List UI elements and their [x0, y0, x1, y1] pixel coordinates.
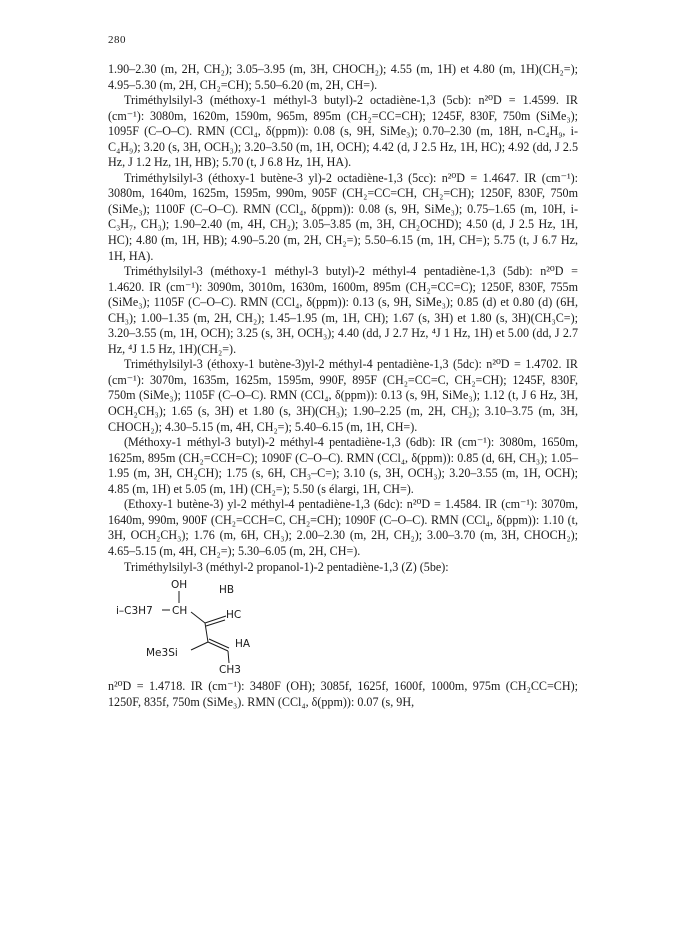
article-body	[108, 62, 578, 710]
label-hc: HC	[226, 609, 242, 622]
page-number: 280	[108, 34, 126, 46]
label-hb: HB	[219, 584, 235, 597]
bond-ch-c2	[191, 612, 205, 623]
paragraph-5be-title: Triméthylsilyl-3 (méthyl-2 propanol-1)-2 pentadiène-1,3 (Z) (5be):	[124, 559, 449, 574]
bond-c3-si	[191, 642, 208, 650]
bond-c2-c1b	[206, 620, 225, 626]
paragraph-continuation: 1.90–2.30 (m, 2H, CH₂); 3.05–3.95 (m, 3H, CHOCH₂); 4.55 (m, 1H) et 4.80 (m, 1H)(CH₂=); 4.95–5.30 (m, 2H, CH₂=CH); 5.50–6.20 (m, 2H, CH=).	[108, 62, 578, 92]
bond-c4-ch3	[228, 651, 229, 663]
label-ch: CH	[172, 605, 188, 618]
paragraph-5db: Triméthylsilyl-3 (méthoxy-1 méthyl-3 butyl)-2 méthyl-4 pentadiène-1,3 (5db): n²⁰D = 1.4620. IR (cm⁻¹): 3090m, 3010m, 1630m, 1600m, 895m (CH₂=CC=C); 1250F, 830F, 755m (SiMe₃); 1105F (C–O–C). RMN (CCl₄, δ(ppm)): 0.13 (s, 9H, SiMe₃); 0.85 (d) et 0.80 (d) (6H, CH₃); 1.00–1.35 (m, 2H, CH₂); 1.45–1.95 (m, 1H, CH); 1.67 (s, 3H) et 1.80 (s, 3H)(CH₃C=); 3.20–3.55 (m, 1H, OCH); 3.25 (s, 3H, OCH₃); 4.40 (dd, J 2.7 Hz, ⁴J 1 Hz, 1H) et 5.00 (dd, J 2.7 Hz, ⁴J 1.5 Hz, 1H)(CH₂=).	[108, 264, 578, 356]
label-isopropyl: i–C3H7	[116, 605, 153, 618]
label-ha: HA	[235, 638, 251, 651]
paragraph-5cb: Triméthylsilyl-3 (méthoxy-1 méthyl-3 butyl)-2 octadiène-1,3 (5cb): n²⁰D = 1.4599. IR (cm⁻¹): 3080m, 1620m, 1590m, 965m, 895m (CH₂=CC=CH); 1245F, 830F, 750m (SiMe₃); 1095F (C–O–C). RMN (CCl₄, δ(ppm)): 0.08 (s, 9H, SiMe₃); 0.70–2.30 (m, 18H, n-C₄H₉, i-C₄H₉); 3.20 (s, 3H, OCH₃); 3.20–3.50 (m, 1H, OCH); 4.42 (d, J 2.5 Hz, 1H, HC); 4.92 (dd, J 2.5 Hz, J 1.2 Hz, 1H, HB); 5.70 (t, J 6.8 Hz, 1H, HA).	[108, 93, 578, 170]
paragraph-5be-data: n²⁰D = 1.4718. IR (cm⁻¹): 3480F (OH); 3085f, 1625f, 1600f, 1000m, 975m (CH₂CC=CH); 1250F, 835f, 750m (SiMe₃). RMN (CCl₄, δ(ppm)): 0.07 (s, 9H,	[108, 679, 578, 709]
paragraph-5cc: Triméthylsilyl-3 (éthoxy-1 butène-3 yl)-2 octadiène-1,3 (5cc): n²⁰D = 1.4647. IR (cm⁻¹): 3080m, 1640m, 1625m, 1595m, 990m, 905F (CH₂=CC=CH, CH₂=CH); 1250F, 830F, 750m (SiMe₃); 1100F (C–O–C). RMN (CCl₄, δ(ppm)): 0.08 (s, 9H, SiMe₃); 0.75–1.65 (m, 10H, i-C₃H₇, CH₃); 1.90–2.40 (m, 4H, CH₂); 3.05–3.85 (m, 3H, CH₂OCHD); 4.50 (d, J 2.5 Hz, 1H, HC); 4.80 (m, 1H, HB); 4.90–5.20 (m, 2H, CH₂=); 5.50–6.15 (m, 1H, CH=); 5.75 (t, J 6.7 Hz, 1H, HA).	[108, 170, 578, 263]
label-oh: OH	[171, 579, 188, 592]
paragraph-6db: (Méthoxy-1 méthyl-3 butyl)-2 méthyl-4 pentadiène-1,3 (6db): IR (cm⁻¹): 3080m, 1650m, 1625m, 895m (CH₂=CCH=C); 1090F (C–O–C). RMN (CCl₄, δ(ppm)): 0.85 (d, 6H, CH₃); 1.05–1.95 (m, 3H, CH₂CH); 1.75 (s, 6H, CH₃–C=); 3.10 (s, 3H, OCH₃); 3.20–3.55 (m, 1H, OCH); 4.85 (m, 1H) et 5.05 (m, 1H) (CH₂=); 5.50 (s élargi, 1H, CH=).	[108, 435, 578, 496]
label-me3si: Me3Si	[146, 647, 178, 660]
paragraph-5dc: Triméthylsilyl-3 (éthoxy-1 butène-3)yl-2 méthyl-4 pentadiène-1,3 (5dc): n²⁰D = 1.4702. IR (cm⁻¹): 3070m, 1635m, 1625m, 1595m, 990F, 895F (CH₂=CC=C, CH₂=CH); 1245F, 830F, 750m (SiMe₃); 1105F (C–O–C). RMN (CCl₄, δ(ppm)): 0.13 (s, 9H, SiMe₃); 1.12 (t, J 6 Hz, 3H, OCH₂CH₃); 1.65 (s, 3H) et 1.80 (s, 3H)(CH₃); 1.90–2.25 (m, 2H, CH₂); 3.10–3.75 (m, 3H, CHOCH₂); 4.30–5.15 (m, 4H, CH₂=); 5.40–6.15 (m, 1H, CH=).	[108, 357, 578, 434]
structure-drawing	[108, 578, 578, 674]
paragraph-6dc: (Ethoxy-1 butène-3) yl-2 méthyl-4 pentadiène-1,3 (6dc): n²⁰D = 1.4584. IR (cm⁻¹): 3070m, 1640m, 990m, 900F (CH₂=CCH=C, CH₂=CH); 1090F (C–O–C). RMN (CCl₄, δ(ppm)): 1.10 (t, 3H, OCH₂CH₃); 1.76 (m, 6H, CH₃); 2.00–2.30 (m, 2H, CH₂); 3.00–3.70 (m, 3H, CHOCH₂); 4.65–5.15 (m, 4H, CH₂=); 5.30–6.05 (m, 2H, CH=).	[108, 497, 578, 558]
structure-figure-5be	[108, 578, 578, 674]
label-ch3: CH3	[219, 664, 241, 675]
bond-c2-c1a	[205, 616, 226, 623]
